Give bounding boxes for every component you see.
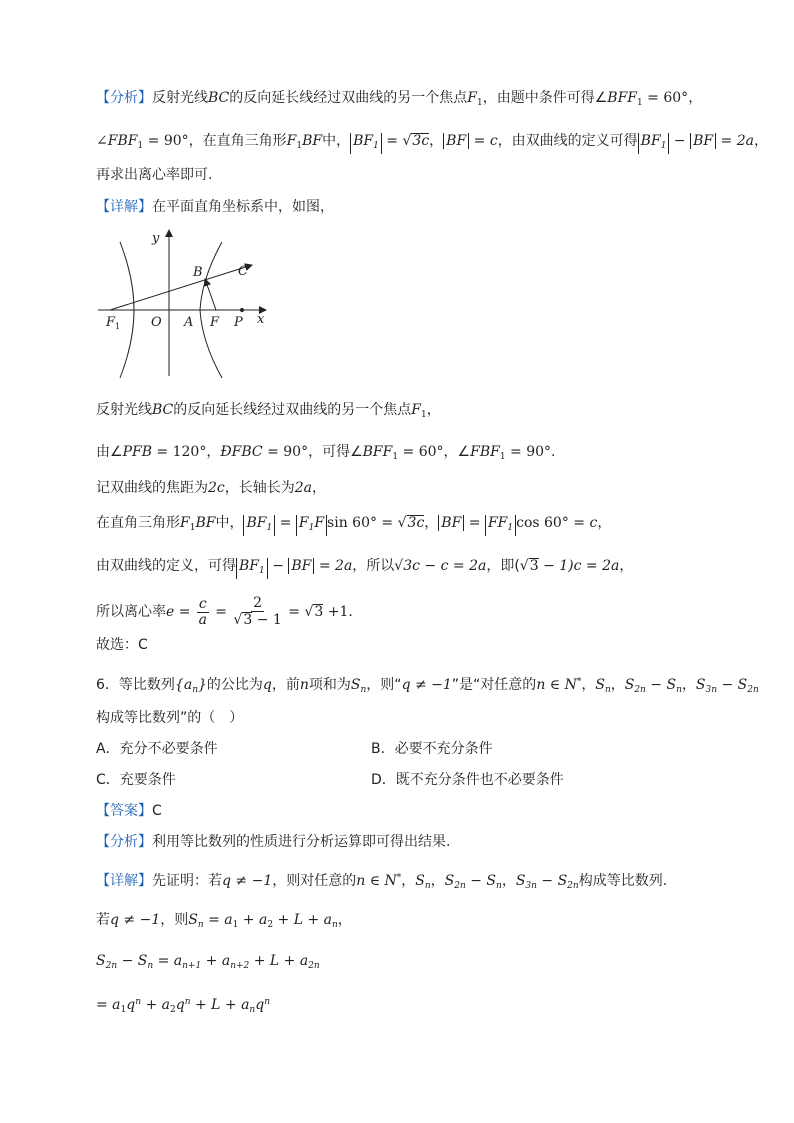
q6-analysis: 【分析】利用等比数列的性质进行分析运算即可得出结果. — [96, 834, 451, 850]
q6-option-a[interactable]: A．充分不必要条件 — [96, 741, 218, 757]
analysis-line-1: 【分析】反射光线BC的反向延长线经过双曲线的另一个焦点$F_1$，由题中条件可得$\angle BFF_1 = 60^\circ$， — [96, 90, 703, 108]
hyperbola-figure — [96, 226, 276, 382]
q6-option-b[interactable]: B．必要不充分条件 — [371, 741, 493, 757]
detail-p1: 反射光线BC的反向延长线经过双曲线的另一个焦点$F_1$， — [96, 402, 441, 420]
q6-step-1: 若q ≠ −1，则$S_n = a_1 + a_2 + L + a_n$， — [96, 912, 352, 930]
q6-option-d[interactable]: D．既不充分条件也不必要条件 — [371, 772, 564, 788]
answer-tag: 【答案】 — [96, 803, 152, 819]
label-y: y — [152, 231, 160, 246]
q6-step-3: = $a_1q^n + a_2q^n + L + a_nq^n$ — [96, 997, 270, 1015]
label-b: B — [193, 265, 203, 280]
label-c: C — [238, 264, 248, 279]
label-f1-sub: 1 — [115, 322, 121, 331]
q6-option-c[interactable]: C．充要条件 — [96, 772, 176, 788]
label-a: A — [184, 315, 194, 330]
q6-detail: 【详解】先证明：若q ≠ −1，则对任意的n ∈ N*，$S_n$，$S_{2n} - S_n$，$S_{3n} - S_{2n}$构成等比数列. — [96, 873, 668, 891]
point-p — [240, 308, 244, 312]
analysis-line-2: $\angle FBF_1 = 90^\circ$，在直角三角形$F_1BF$中， $BF_1 = √3c$， BF = c，由双曲线的定义可得 $BF_1$ − BF = 2a， — [96, 131, 768, 156]
q6-stem-line-2: 构成等比数列”的（ ） — [96, 710, 244, 726]
label-o: O — [151, 315, 162, 330]
detail-p5: 由双曲线的定义，可得 $BF_1$ − BF = 2a，所以√3c − c = 2a，即(√3 − 1)c = 2a， — [96, 556, 633, 579]
detail-p6: 所以离心率e = $\frac{c}{a}$ = $\frac{2}{√3 - 1}$ = √3 +1. — [96, 595, 353, 628]
detail-p2: 由∠PFB = 120°，ÐFBC = 90°，可得$\angle BFF_1 = 60^\circ$，$\angle FBF_1 = 90^\circ$. — [96, 444, 556, 462]
detail-choice: 故选：C — [96, 637, 148, 653]
label-f1: F — [106, 315, 116, 330]
detail-p3: 记双曲线的焦距为2c，长轴长为2a， — [96, 480, 327, 496]
q6-answer: 【答案】C — [96, 803, 162, 819]
reflected-ray — [110, 265, 252, 310]
label-f: F — [210, 315, 220, 330]
incident-ray — [205, 279, 216, 310]
q6-stem-line-1: 6．等比数列$\{a_n\}$的公比为q，前n项和为$S_n$，则“q ≠ −1”是“对任意的n ∈ N*，$S_n$，$S_{2n} - S_n$，$S_{3n} - S_{2n}$ — [96, 677, 759, 695]
analysis-tag: 【分析】 — [96, 90, 152, 106]
q6-detail-tag: 【详解】 — [96, 873, 152, 889]
analysis-line-3: 再求出离心率即可. — [96, 167, 213, 183]
q6-analysis-tag: 【分析】 — [96, 834, 152, 850]
q6-step-2: $S_{2n} - S_n = a_{n+1} + a_{n+2} + L + a_{2n}$ — [96, 953, 320, 971]
label-p: P — [234, 315, 243, 330]
label-x: x — [257, 312, 265, 327]
detail-p4: 在直角三角形$F_1BF$中， $BF_1 = F_1F$ sin 60° = √3c， BF = $FF_1$ cos 60° = c， — [96, 513, 611, 538]
detail-intro: 【详解】在平面直角坐标系中，如图， — [96, 199, 334, 215]
detail-tag: 【详解】 — [96, 199, 152, 215]
